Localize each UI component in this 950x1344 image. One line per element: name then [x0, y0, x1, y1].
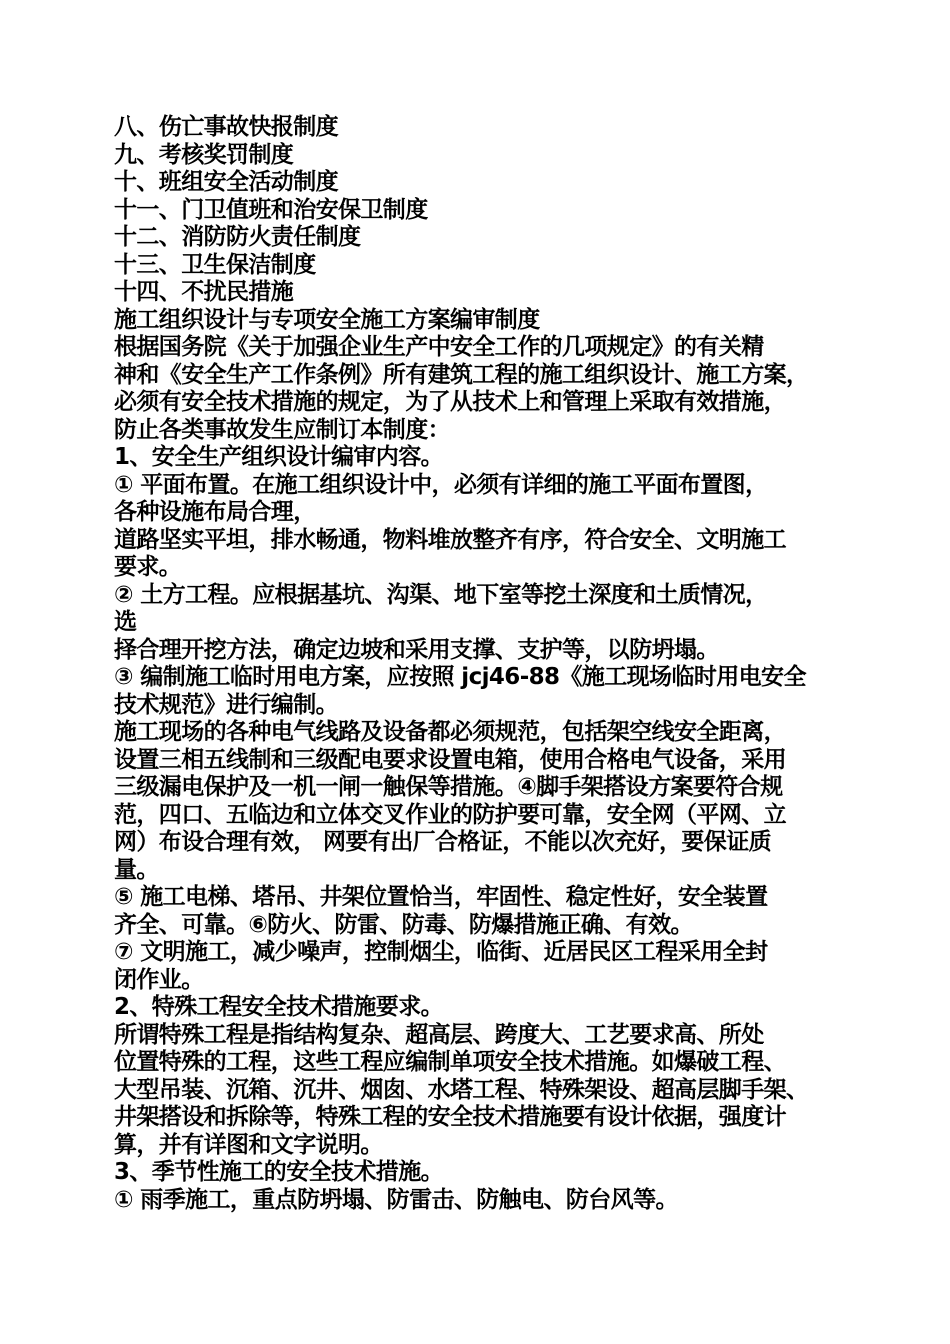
- text-line: 各种设施布局合理，: [114, 499, 316, 525]
- text-line: 施工现场的各种电气线路及设备都必须规范，包括架空线安全距离，: [114, 719, 787, 745]
- text-line: 所谓特殊工程是指结构复杂、超高层、跨度大、工艺要求高、所处: [114, 1021, 764, 1048]
- text-line: 范，四口、五临边和立体交叉作业的防护要可靠，安全网（平网、立: [114, 801, 787, 828]
- text-line: 十四、不扰民措施: [114, 279, 294, 305]
- text-line: 十一、门卫值班和治安保卫制度: [114, 196, 428, 223]
- text-line: 三级漏电保护及一机一闸一触保等措施。④脚手架搭设方案要符合规: [114, 774, 783, 800]
- text-line: 网）布设合理有效， 网要有出厂合格证，不能以次充好，要保证质: [114, 829, 772, 855]
- document-body: [114, 114, 838, 1214]
- text-line: 九、考核奖罚制度: [114, 141, 294, 168]
- text-line: ② 土方工程。应根据基坑、沟渠、地下室等挖土深度和土质情况，: [114, 581, 768, 608]
- text-line: 必须有安全技术措施的规定，为了从技术上和管理上采取有效措施，: [114, 389, 787, 415]
- text-line: 择合理开挖方法，确定边坡和采用支撑、支护等，以防坍塌。: [114, 636, 719, 663]
- text-line: 量。: [114, 856, 159, 883]
- text-line: 3、季节性施工的安全技术措施。: [114, 1159, 444, 1185]
- text-line: 十、班组安全活动制度: [114, 169, 339, 195]
- text-line: ① 雨季施工，重点防坍塌、防雷击、防触电、防台风等。: [114, 1186, 678, 1213]
- text-line: ⑤ 施工电梯、塔吊、井架位置恰当，牢固性、稳定性好，安全装置: [114, 884, 768, 910]
- text-line: ③ 编制施工临时用电方案，应按照 jcj46-88《施工现场临时用电安全: [114, 664, 806, 690]
- text-line: ⑦ 文明施工，减少噪声，控制烟尘，临街、近居民区工程采用全封: [114, 939, 768, 965]
- text-line: 位置特殊的工程，这些工程应编制单项安全技术措施。如爆破工程、: [114, 1049, 787, 1075]
- section-heading: 施工组织设计与专项安全施工方案编审制度: [114, 306, 540, 333]
- text-line: 道路坚实平坦，排水畅通，物料堆放整齐有序，符合安全、文明施工: [114, 526, 787, 553]
- text-line: 闭作业。: [114, 966, 204, 993]
- text-line: 设置三相五线制和三级配电要求设置电箱，使用合格电气设备，采用: [114, 746, 787, 773]
- text-line: 防止各类事故发生应制订本制度：: [114, 416, 451, 443]
- text-line: 八、伤亡事故快报制度: [114, 114, 339, 140]
- text-line: 井架搭设和拆除等，特殊工程的安全技术措施要有设计依据，强度计: [114, 1104, 787, 1130]
- text-line: 算，并有详图和文字说明。: [114, 1131, 383, 1158]
- text-line: 齐全、可靠。⑥防火、防雷、防毒、防爆措施正确、有效。: [114, 911, 693, 938]
- text-line: 1、安全生产组织设计编审内容。: [114, 444, 444, 470]
- text-line: 要求。: [114, 554, 182, 580]
- text-line: 十三、卫生保洁制度: [114, 251, 316, 278]
- text-line: 根据国务院《关于加强企业生产中安全工作的几项规定》的有关精: [114, 334, 764, 360]
- text-line: 神和《安全生产工作条例》所有建筑工程的施工组织设计、施工方案，: [114, 361, 809, 388]
- text-line: 2、特殊工程安全技术措施要求。: [114, 994, 444, 1020]
- text-line: 技术规范》进行编制。: [114, 691, 339, 718]
- text-line: 大型吊装、沉箱、沉井、烟囱、水塔工程、特殊架设、超高层脚手架、: [114, 1076, 809, 1103]
- text-line: 十二、消防防火责任制度: [114, 224, 361, 250]
- text-line: 选: [114, 609, 137, 635]
- text-line: ① 平面布置。在施工组织设计中，必须有详细的施工平面布置图，: [114, 471, 768, 498]
